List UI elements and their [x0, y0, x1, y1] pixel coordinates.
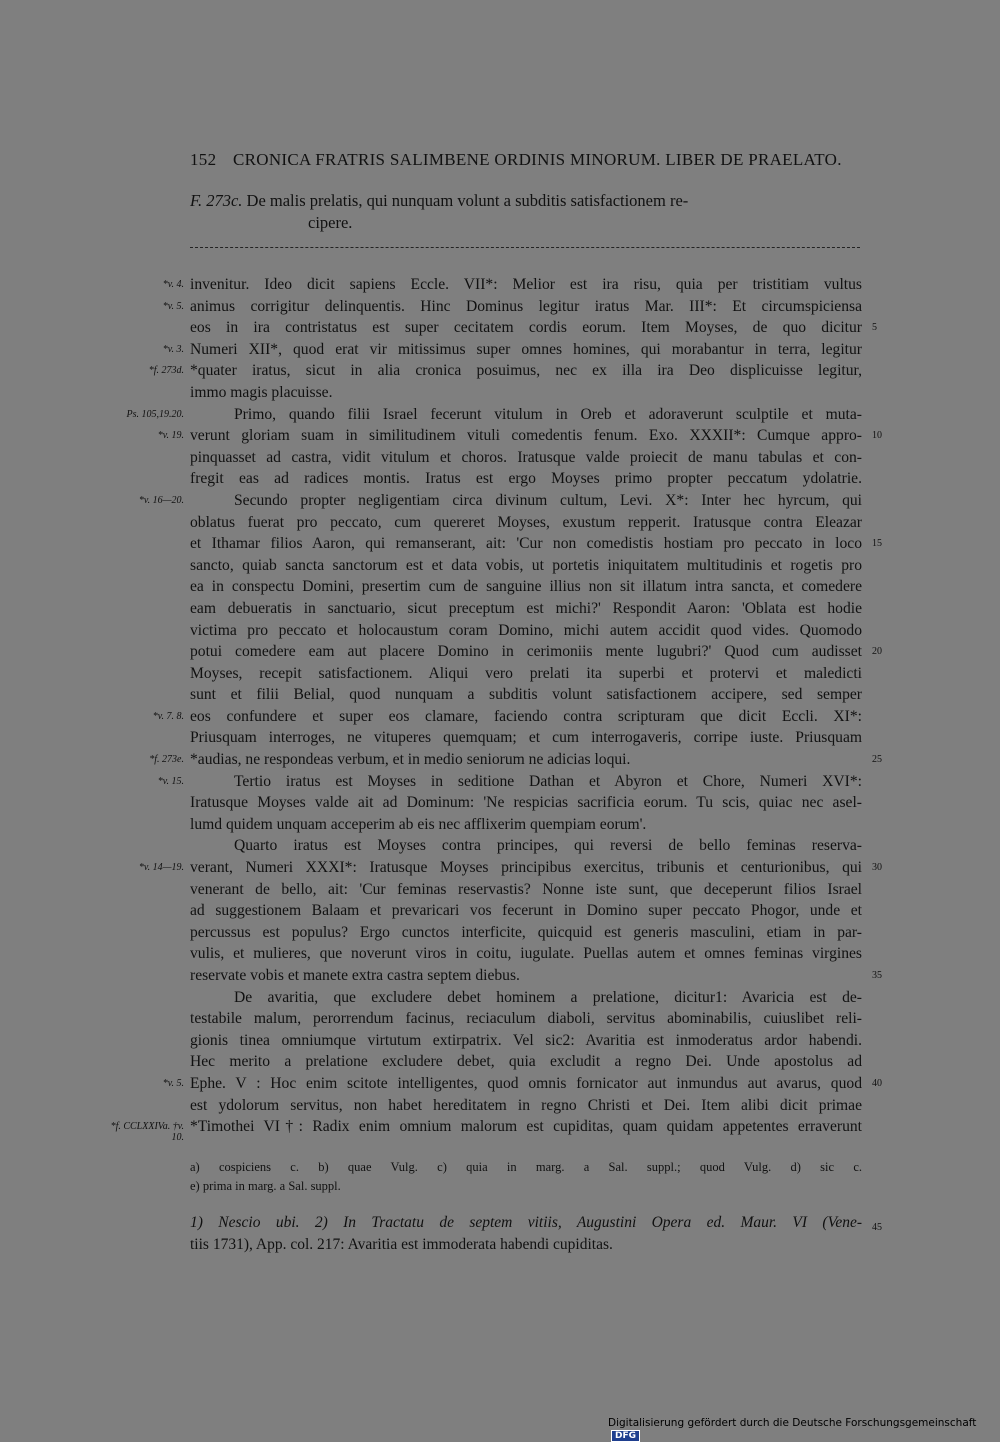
margin-reference: *v. 15.	[157, 775, 184, 787]
text-line	[190, 1030, 862, 1052]
line-text: Ephe. V : Hoc enim scitote intelligentes, quod omnis fornicator aut inmundus aut avarus, quod	[190, 1074, 862, 1092]
margin-reference: *v. 16—20.	[138, 494, 184, 506]
line-text: sancto, quiab sancta sanctorum est et data vobis, ut portetis iniquitatem multitudinis et rogetis pro	[190, 556, 862, 574]
apparatus-line: a) cospiciens c. b) quae Vulg. c) quia in marg. a Sal. suppl.; quod Vulg. d) sic c.	[190, 1160, 862, 1174]
footnote-text: 1) Nescio ubi. 2) In Tractatu de septem vitiis, Augustini Opera ed. Maur. VI (Vene-	[190, 1214, 862, 1231]
text-line	[126, 404, 862, 426]
text-line	[190, 641, 882, 663]
line-text: pinquasset ad castra, vidit vitulum et choros. Iratusque valde proiecit de manu tabulas et con-	[190, 448, 862, 466]
text-line	[190, 317, 877, 339]
line-text: Quarto iratus est Moyses contra principes, qui reversi de bello feminas reserva-	[234, 837, 862, 855]
heading-line-1: De malis prelatis, qui nunquam volunt a subditis satisfactionem re-	[246, 191, 689, 210]
line-text: testabile malum, perorrendum facinus, reciaculum diaboli, servitus abominabilis, cuiuslibet reli-	[190, 1010, 862, 1028]
line-number: 40	[872, 1077, 882, 1089]
text-line	[149, 749, 882, 771]
margin-reference: *f. 273d.	[148, 365, 184, 377]
line-text: immo magis placuisse.	[190, 383, 333, 401]
line-text: gionis tinea omniumque virtutum extirpatrix. Vel sic2: Avaritia est inmoderatus ardor habendi.	[190, 1031, 862, 1049]
line-text: verunt gloriam suam in similitudinem vituli comedentis fenum. Exo. XXXII*: Cumque appro-	[190, 427, 862, 445]
line-number: 30	[872, 862, 882, 874]
text-line	[190, 1051, 862, 1073]
margin-reference: *f. 273e.	[149, 754, 184, 766]
line-number: 20	[872, 646, 882, 658]
text-line	[157, 771, 862, 793]
folio-reference: F. 273c.	[190, 191, 243, 210]
text-line	[190, 382, 862, 404]
line-text: ea in conspectu Domini, presertim cum de sanguine illius non sit illatum intra sancta, et comedere	[190, 578, 862, 596]
text-line	[138, 490, 862, 512]
line-number: 15	[872, 538, 882, 550]
critical-apparatus	[190, 1158, 862, 1196]
line-text: eos confundere et super eos clamare, faciendo contra scripturam que dicit Eccli. XI*:	[190, 707, 862, 725]
footnote-line	[190, 1234, 862, 1256]
running-title: CRONICA FRATRIS SALIMBENE ORDINIS MINORUM. LIBER DE PRAELATO.	[232, 150, 842, 169]
line-text: Numeri XII*, quod erat vir mitissimus super omnes homines, qui morabantur in terra, legitur	[190, 340, 862, 358]
text-line	[190, 598, 862, 620]
page-number: 152	[190, 150, 217, 169]
text-line	[190, 447, 862, 469]
footnote-line	[190, 1212, 882, 1234]
line-text: venerant de bello, ait: 'Cur feminas reservastis? Nonne iste sunt, que deceperunt filios Israel	[190, 880, 862, 898]
footnote-text: tiis 1731), App. col. 217: Avaritia est immoderata habendi cupiditas.	[190, 1236, 613, 1253]
line-text: est ydolorum servitus, non habet hereditatem in regno Christi et Dei. Item alibi dicit primae	[190, 1096, 862, 1114]
text-line	[190, 792, 862, 814]
text-line	[162, 339, 862, 361]
line-text: *audias, ne respondeas verbum, et in medio seniorum ne adicias loqui.	[190, 751, 631, 769]
margin-reference: *f. CCLXXIVa. †v. 10.	[110, 1121, 184, 1144]
text-line	[190, 943, 862, 965]
text-line	[162, 1073, 882, 1095]
running-header	[190, 150, 850, 170]
line-number: 35	[872, 970, 882, 981]
line-text: oblatus fuerat pro peccato, cum quereret Moyses, exustum repperit. Iratusque contra Eleazar	[190, 513, 862, 531]
text-line	[190, 512, 862, 534]
text-line	[190, 727, 862, 749]
text-line	[157, 425, 882, 447]
text-line	[190, 620, 862, 642]
line-text: reservate vobis et manete extra castra septem diebus.	[190, 967, 520, 984]
text-line	[190, 987, 862, 1009]
line-text: verant, Numeri XXXI*: Iratusque Moyses principibus exercitus, tribunis et centurionibus, qui	[190, 859, 862, 877]
line-text: ad suggestionem Balaam et prevaricari vos fecerunt in Domino super peccato Phogor, unde et	[190, 902, 862, 920]
line-text: Tertio iratus est Moyses in seditione Dathan et Abyron et Chore, Numeri XVI*:	[234, 772, 862, 790]
text-line	[190, 663, 862, 685]
line-text: invenitur. Ideo dicit sapiens Eccle. VII*: Melior est ira risu, quia per tristitiam vultus	[190, 276, 862, 293]
text-line	[190, 922, 862, 944]
line-text: lumd quidem unquam acceperim ab eis nec afflixerim quempiam eorum'.	[190, 815, 647, 833]
digitization-credit	[608, 1417, 1000, 1442]
text-line	[190, 533, 882, 555]
section-heading	[190, 190, 862, 234]
line-text: percussus est populus? Ergo cunctos interficite, quicquid est generis masculini, etiam in par-	[190, 923, 862, 941]
line-text: Hec merito a prelatione excludere debet, quia excludit a regno Dei. Unde apostolus ad	[190, 1053, 862, 1071]
text-line	[190, 555, 862, 577]
line-text: Primo, quando filii Israel fecerunt vitulum in Oreb et adoraverunt sculptile et muta-	[234, 405, 862, 423]
text-line	[148, 360, 862, 382]
dfg-logo: DFG	[611, 1430, 640, 1442]
text-line	[190, 684, 862, 706]
margin-reference: *v. 7. 8.	[152, 710, 184, 722]
line-text: Secundo propter negligentiam circa divinum cultum, Levi. X*: Inter hec hyrcum, qui	[234, 491, 862, 509]
divider-rule	[190, 247, 860, 248]
footnotes	[190, 1212, 882, 1256]
text-line	[190, 576, 862, 598]
line-number: 5	[872, 322, 877, 334]
text-line	[190, 965, 882, 987]
heading-line-2: cipere.	[308, 213, 353, 232]
text-line	[190, 468, 862, 490]
line-text: et Ithamar filios Aaron, qui remanserant, ait: 'Cur non comedistis hostiam pro peccato in loco	[190, 535, 862, 553]
text-line	[152, 706, 862, 728]
line-text: fregit eas ad radices montis. Iratus est ergo Moyses primo propter peccatum ydolatrie.	[190, 470, 862, 488]
margin-reference: *v. 5.	[162, 300, 184, 312]
line-text: animus corrigitur delinquentis. Hinc Dominus legitur iratus Mar. III*: Et circumspiciensa	[190, 297, 862, 315]
text-line	[190, 835, 862, 857]
text-line	[162, 274, 862, 296]
line-number: 10	[872, 430, 882, 442]
line-text: victima pro peccato et holocaustum coram Domino, michi autem accidit quod vides. Quomodo	[190, 621, 862, 639]
line-text: sunt et filii Belial, quod nunquam a subditis volunt satisfactionem accipere, sed semper	[190, 686, 862, 704]
line-text: eos in ira contristatus est super cecitatem cordis eorum. Item Moyses, de quo dicitur	[190, 319, 862, 337]
line-text: *Timothei VI†: Radix enim omnium malorum est cupiditas, quam quidam appetentes erraverunt	[190, 1118, 862, 1136]
text-line	[110, 1116, 862, 1144]
line-text: *quater iratus, sicut in alia cronica posuimus, nec ex illa ira Deo displicuisse legitur,	[190, 362, 862, 380]
text-line	[190, 814, 862, 836]
margin-reference: *v. 5.	[162, 1077, 184, 1089]
line-text: vulis, et mulieres, que noverunt viros in coitu, iugulate. Puellas autem et omnes feminas virgines	[190, 945, 862, 963]
line-text: eam debueratis in sanctuario, sicut preceptum est michi?' Respondit Aaron: 'Oblata est hodie	[190, 599, 862, 617]
margin-reference: *v. 3.	[162, 343, 184, 355]
text-line	[190, 1008, 862, 1030]
line-text: De avaritia, que excludere debet hominem a prelatione, dicitur1: Avaricia est de-	[234, 988, 862, 1006]
text-line	[190, 1095, 862, 1117]
line-text: Priusquam interroges, ne vituperes quemquam; et cum interrogaveris, corripe iuste. Priusquam	[190, 729, 862, 747]
line-number: 25	[872, 754, 882, 766]
margin-reference: *v. 19.	[157, 430, 184, 442]
text-line	[190, 879, 862, 901]
credit-text: Digitalisierung gefördert durch die Deutsche Forschungsgemeinschaft	[608, 1417, 977, 1429]
margin-reference: *v. 4.	[162, 279, 184, 290]
line-text: Moyses, recepit satisfactionem. Aliqui vero prelati ita superbi et protervi et maledicti	[190, 664, 862, 682]
margin-reference: *v. 14—19.	[138, 862, 184, 874]
line-text: potui comedere eam aut placere Domino in cerimoniis mente lugubri?' Quod cum audisset	[190, 643, 862, 661]
text-line	[162, 296, 862, 318]
margin-reference: Ps. 105,19.20.	[126, 408, 184, 420]
text-line	[190, 900, 862, 922]
line-text: Iratusque Moyses valde ait ad Dominum: 'Ne respicias sacrificia eorum. Tu scis, quiac nec asel-	[190, 794, 862, 812]
footnote-line-number: 45	[872, 1222, 882, 1233]
text-line	[138, 857, 882, 879]
main-text	[110, 274, 882, 1144]
apparatus-line: e) prima in marg. a Sal. suppl.	[190, 1179, 341, 1193]
